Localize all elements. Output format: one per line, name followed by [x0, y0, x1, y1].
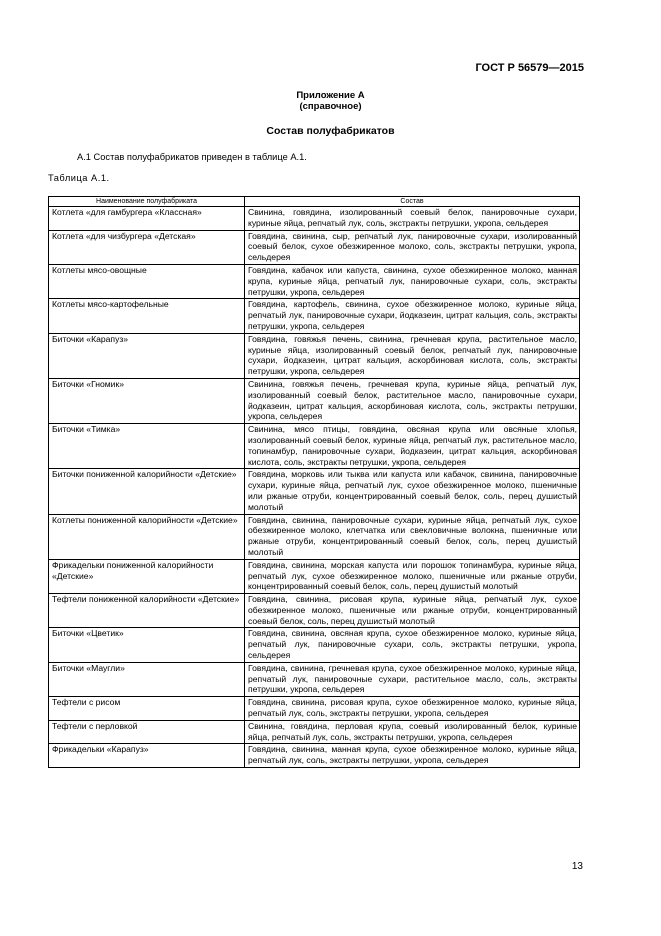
product-name-cell: Биточки «Гномик»	[49, 378, 245, 423]
table-header-row	[49, 197, 580, 207]
product-name-cell: Фрикадельки пониженной калорийности «Детские»	[49, 559, 245, 593]
table-row	[49, 594, 580, 628]
composition-cell: Говядина, говяжья печень, свинина, гречневая крупа, растительное масло, куриные яйца, изолированный соевый белок, репчатый лук, панировочные сухари, йодказеин, цитрат кальция, аскорбиновая кислота, соль, экстракты петрушки, укропа, сельдерея	[245, 333, 580, 378]
table-row	[49, 230, 580, 264]
table-row	[49, 333, 580, 378]
product-name-cell: Котлета «для чизбургера «Детская»	[49, 230, 245, 264]
composition-table	[48, 196, 580, 768]
section-title: Состав полуфабрикатов	[266, 125, 395, 137]
composition-cell: Свинина, говядина, изолированный соевый белок, панировочные сухари, куриные яйца, репчатый лук, соль, экстракты петрушки, укропа, сельдерея	[245, 207, 580, 231]
composition-cell: Говядина, картофель, свинина, сухое обезжиренное молоко, куриные яйца, репчатый лук, панировочные сухари, йодказеин, цитрат кальция, соль, экстракты петрушки, укропа, сельдерея	[245, 299, 580, 333]
product-name-cell: Биточки пониженной калорийности «Детские»	[49, 469, 245, 514]
table-label: Таблица А.1.	[48, 173, 110, 183]
product-name-cell: Тефтели с рисом	[49, 697, 245, 721]
table-row	[49, 424, 580, 469]
composition-cell: Свинина, мясо птицы, говядина, овсяная крупа или овсяные хлопья, изолированный соевый белок, куриные яйца, репчатый лук, растительное масло, топинамбур, панировочные сухари, йодказеин, цитрат кальция, аскорбиновая кислота, соль, экстракты петрушки, укропа, сельдерея	[245, 424, 580, 469]
composition-cell: Говядина, свинина, манная крупа, сухое обезжиренное молоко, куриные яйца, репчатый лук, соль, экстракты петрушки, укропа, сельдерея	[245, 744, 580, 768]
composition-cell: Говядина, свинина, гречневая крупа, сухое обезжиренное молоко, куриные яйца, репчатый лук, панировочные сухари, растительное масло, соль, экстракты петрушки, укропа, сельдерея	[245, 662, 580, 696]
product-name-cell: Биточки «Карапуз»	[49, 333, 245, 378]
intro-paragraph: А.1 Состав полуфабрикатов приведен в таблице А.1.	[77, 152, 307, 162]
product-name-cell: Фрикадельки «Карапуз»	[49, 744, 245, 768]
product-name-cell: Биточки «Тимка»	[49, 424, 245, 469]
product-name-cell: Тефтели с перловкой	[49, 720, 245, 744]
table-row	[49, 378, 580, 423]
product-name-cell: Биточки «Маугли»	[49, 662, 245, 696]
composition-cell: Говядина, свинина, панировочные сухари, куриные яйца, репчатый лук, сухое обезжиренное молоко, клетчатка или свекловичные волокна, пшеничные или ржаные отруби, концентрированный соевый белок, соль, перец душистый молотый	[245, 514, 580, 559]
composition-cell: Говядина, свинина, рисовая крупа, сухое обезжиренное молоко, куриные яйца, репчатый лук, соль, экстракты петрушки, укропа, сельдерея	[245, 697, 580, 721]
composition-cell: Говядина, морковь или тыква или капуста или кабачок, свинина, панировочные сухари, куриные яйца, репчатый лук, сухое обезжиренное молоко, пшеничные или ржаные отруби, концентрированный соевый белок, соль, перец душистый молотый	[245, 469, 580, 514]
product-name-cell: Тефтели пониженной калорийности «Детские»	[49, 594, 245, 628]
composition-cell: Говядина, свинина, морская капуста или порошок топинамбура, куриные яйца, репчатый лук, сухое обезжиренное молоко, пшеничные или ржаные отруби, концентрированный соевый белок, соль, перец душистый молотый	[245, 559, 580, 593]
product-name-cell: Котлеты пониженной калорийности «Детские»	[49, 514, 245, 559]
table-row	[49, 744, 580, 768]
composition-cell: Говядина, кабачок или капуста, свинина, сухое обезжиренное молоко, манная крупа, куриные яйца, репчатый лук, панировочные сухари, соль, экстракты петрушки, укропа, сельдерея	[245, 264, 580, 298]
table-row	[49, 469, 580, 514]
table-row	[49, 264, 580, 298]
annex-title: Приложение А	[296, 90, 365, 101]
column-header-composition: Состав	[245, 197, 580, 207]
product-name-cell: Котлеты мясо-овощные	[49, 264, 245, 298]
page-number: 13	[571, 861, 583, 872]
column-header-name: Наименование полуфабриката	[49, 197, 245, 207]
table-row	[49, 628, 580, 662]
table-row	[49, 720, 580, 744]
product-name-cell: Котлета «для гамбургера «Классная»	[49, 207, 245, 231]
composition-cell: Говядина, свинина, овсяная крупа, сухое обезжиренное молоко, куриные яйца, репчатый лук, панировочные сухари, соль, экстракты петрушки, укропа, сельдерея	[245, 628, 580, 662]
composition-cell: Говядина, свинина, сыр, репчатый лук, панировочные сухари, изолированный соевый белок, сухое обезжиренное молоко, соль, экстракты петрушки, укропа, сельдерея	[245, 230, 580, 264]
product-name-cell: Котлеты мясо-картофельные	[49, 299, 245, 333]
table-row	[49, 697, 580, 721]
table-row	[49, 514, 580, 559]
composition-cell: Свинина, говяжья печень, гречневая крупа, куриные яйца, репчатый лук, изолированный соевый белок, растительное масло, панировочные сухари, йодказеин, цитрат кальция, аскорбиновая кислота, соль, экстракты петрушки, укропа, сельдерея	[245, 378, 580, 423]
composition-cell: Свинина, говядина, перловая крупа, соевый изолированный белок, куриные яйца, репчатый лук, соль, экстракты петрушки, укропа, сельдерея	[245, 720, 580, 744]
table-row	[49, 559, 580, 593]
table-row	[49, 207, 580, 231]
table-row	[49, 662, 580, 696]
table-row	[49, 299, 580, 333]
annex-subtitle: (справочное)	[299, 101, 362, 112]
standard-number: ГОСТ Р 56579—2015	[475, 62, 584, 74]
product-name-cell: Биточки «Цветик»	[49, 628, 245, 662]
composition-cell: Говядина, свинина, рисовая крупа, куриные яйца, репчатый лук, сухое обезжиренное молоко, пшеничные или ржаные отруби, концентрированный соевый белок, соль, перец душистый молотый	[245, 594, 580, 628]
